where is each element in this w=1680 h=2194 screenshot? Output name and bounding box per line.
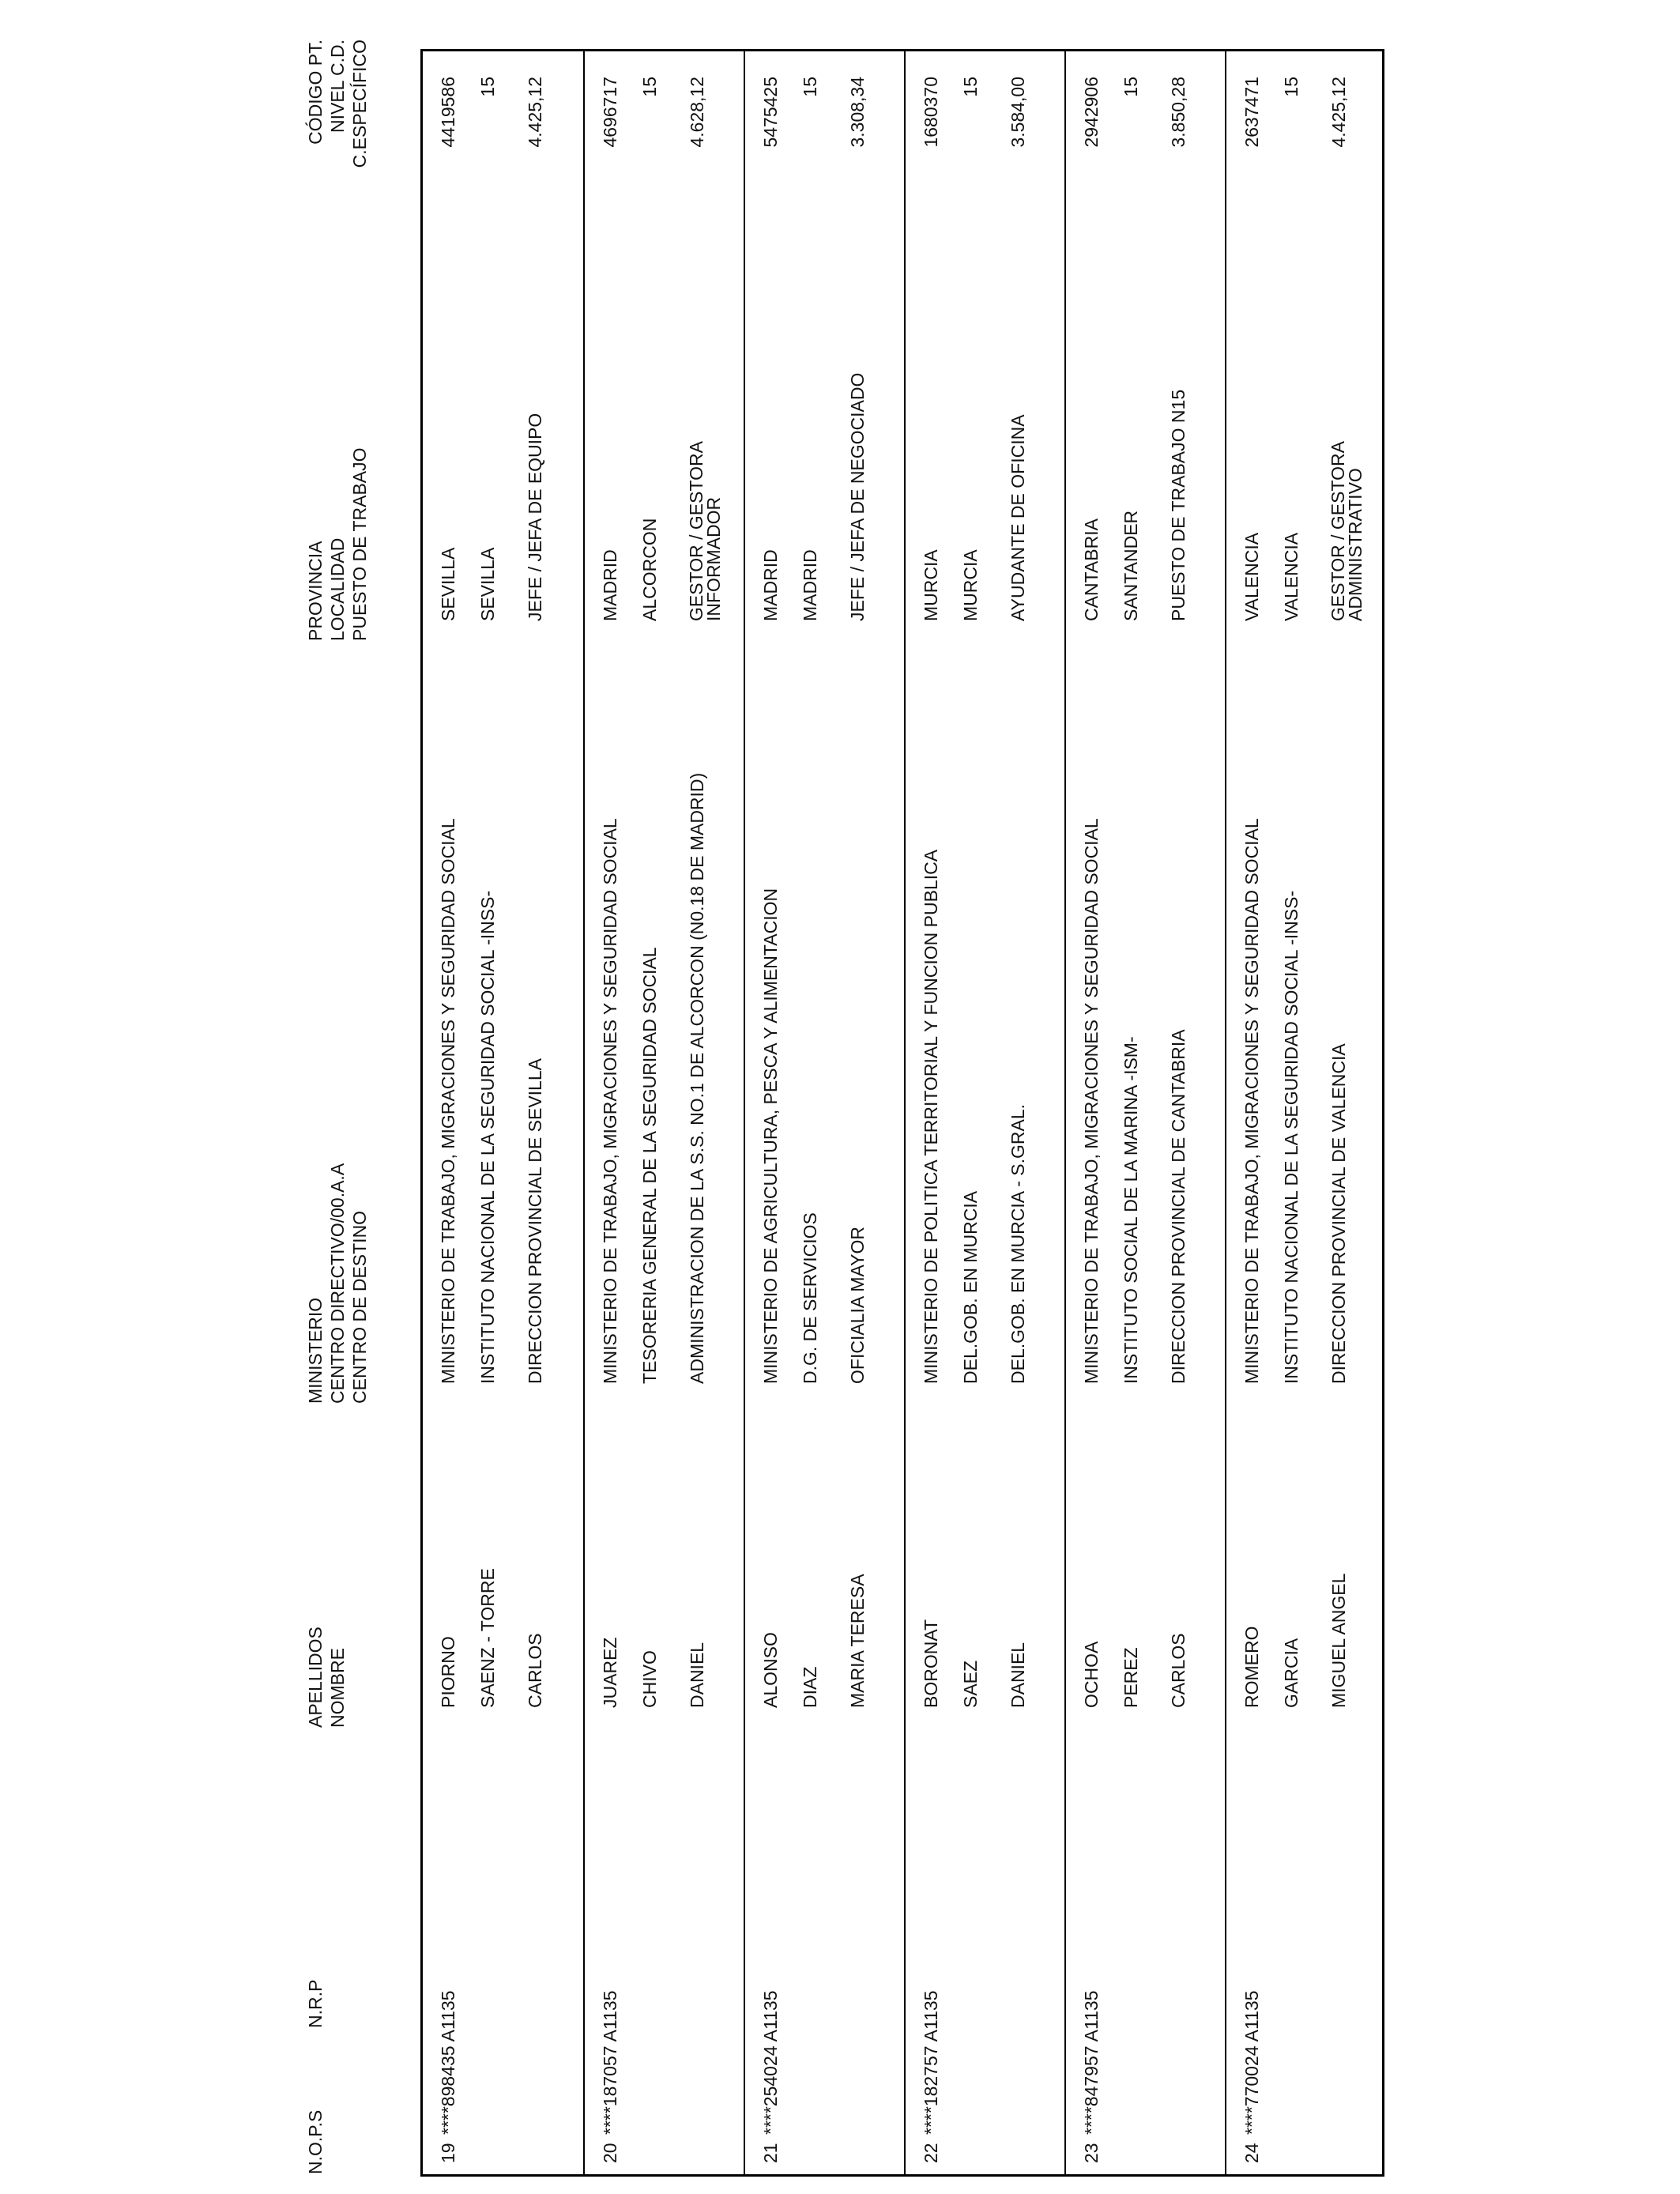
header-centro-destino-label: CENTRO DE DESTINO: [349, 1210, 370, 1404]
record-codigo: 1680370: [921, 77, 941, 148]
header-nombre-label: NOMBRE: [327, 1648, 348, 1728]
record-apellido2: PEREZ: [1121, 1647, 1141, 1708]
record-codigo: 5475425: [760, 77, 781, 148]
record-apellido1: PIORNO: [438, 1636, 458, 1708]
record-centro-destino: ADMINISTRACION DE LA S.S. NO.1 DE ALCORCON (N0.18 DE MADRID): [687, 772, 707, 1384]
record-ministerio: MINISTERIO DE TRABAJO, MIGRACIONES Y SEGURIDAD SOCIAL: [438, 818, 458, 1384]
record-centro-directivo: INSTITUTO NACIONAL DE LA SEGURIDAD SOCIAL -INSS-: [1281, 890, 1301, 1384]
record-especifico: 4.628,12: [687, 77, 707, 148]
record-apellido1: ROMERO: [1241, 1626, 1262, 1708]
record-nops: 21: [760, 2143, 781, 2163]
header-provincia: [304, 447, 371, 641]
record-nivel: 15: [960, 77, 981, 97]
record-nrp: ****182757 A1135: [921, 1990, 941, 2135]
record-centro-destino: OFICIALIA MAYOR: [847, 1227, 868, 1384]
header-apellidos-label: APELLIDOS: [305, 1627, 326, 1728]
record-apellido1: ALONSO: [760, 1632, 781, 1708]
record-nops: 23: [1081, 2143, 1102, 2163]
header-puesto-label: PUESTO DE TRABAJO: [349, 447, 370, 641]
record-provincia: CANTABRIA: [1081, 518, 1102, 621]
record-apellido2: SAEZ: [960, 1660, 981, 1708]
record-puesto: JEFE / JEFA DE NEGOCIADO: [847, 372, 868, 621]
record-nops: 22: [921, 2143, 941, 2163]
record-centro-directivo: DEL.GOB. EN MURCIA: [960, 1190, 981, 1384]
header-ministerio-label: MINISTERIO: [305, 1297, 326, 1404]
record-nombre: MIGUEL ANGEL: [1328, 1573, 1349, 1708]
record-centro-destino: DEL.GOB. EN MURCIA - S.GRAL.: [1008, 1103, 1028, 1384]
record-codigo: 4696717: [600, 77, 620, 148]
record-nivel: 15: [639, 77, 660, 97]
record-especifico: 3.584,00: [1008, 77, 1028, 148]
record-nrp: ****770024 A1135: [1241, 1990, 1262, 2135]
record-localidad: SEVILLA: [477, 547, 498, 621]
header-centro-directivo-label: CENTRO DIRECTIVO/00.A.A: [327, 1163, 348, 1404]
record-provincia: MADRID: [600, 549, 620, 621]
record-nrp: ****847957 A1135: [1081, 1990, 1102, 2135]
record-centro-destino: DIRECCION PROVINCIAL DE SEVILLA: [525, 1058, 545, 1384]
record-apellido2: DIAZ: [800, 1666, 820, 1708]
record-row: [423, 51, 583, 2174]
record-nombre: CARLOS: [1168, 1633, 1188, 1708]
record-localidad: VALENCIA: [1281, 532, 1301, 621]
header-localidad-label: LOCALIDAD: [327, 537, 348, 641]
record-centro-directivo: INSTITUTO SOCIAL DE LA MARINA -ISM-: [1121, 1036, 1141, 1384]
record-row: [1225, 51, 1387, 2174]
record-provincia: SEVILLA: [438, 547, 458, 621]
record-centro-destino: DIRECCION PROVINCIAL DE VALENCIA: [1328, 1043, 1349, 1384]
record-apellido2: CHIVO: [639, 1650, 660, 1708]
record-centro-directivo: D.G. DE SERVICIOS: [800, 1212, 820, 1384]
record-provincia: VALENCIA: [1241, 532, 1262, 621]
records-table: [420, 49, 1384, 2177]
record-provincia: MADRID: [760, 549, 781, 621]
record-row: [1064, 51, 1226, 2174]
record-nivel: 15: [477, 77, 498, 97]
record-ministerio: MINISTERIO DE AGRICULTURA, PESCA Y ALIMENTACION: [760, 888, 781, 1384]
record-row: [583, 51, 745, 2174]
record-nombre: MARIA TERESA: [847, 1574, 868, 1708]
record-apellido1: JUAREZ: [600, 1637, 620, 1708]
record-centro-destino: DIRECCION PROVINCIAL DE CANTABRIA: [1168, 1029, 1188, 1384]
record-nrp: ****898435 A1135: [438, 1990, 458, 2135]
record-nombre: DANIEL: [1008, 1642, 1028, 1708]
record-localidad: ALCORCON: [639, 518, 660, 621]
header-provincia-label: PROVINCIA: [305, 541, 326, 641]
record-puesto: PUESTO DE TRABAJO N15: [1168, 389, 1188, 621]
record-nivel: 15: [1121, 77, 1141, 97]
record-apellido2: SAENZ - TORRE: [477, 1568, 498, 1708]
header-nops-label: N.O.P.S: [305, 2109, 326, 2174]
header-ministerio: [304, 1163, 371, 1404]
header-nrp: [304, 1980, 326, 2028]
record-codigo: 4419586: [438, 77, 458, 148]
record-especifico: 3.850,28: [1168, 77, 1188, 148]
header-codigo: [304, 40, 371, 168]
record-puesto: AYUDANTE DE OFICINA: [1008, 414, 1028, 621]
record-nops: 20: [600, 2143, 620, 2163]
record-codigo: 2637471: [1241, 77, 1262, 148]
record-localidad: MADRID: [800, 549, 820, 621]
record-row: [744, 51, 906, 2174]
header-especifico-label: C.ESPECÍFICO: [349, 40, 370, 168]
record-nivel: 15: [800, 77, 820, 97]
record-nops: 19: [438, 2143, 458, 2163]
record-localidad: MURCIA: [960, 549, 981, 621]
header-nops: [304, 2110, 326, 2174]
record-apellido2: GARCIA: [1281, 1638, 1301, 1708]
record-nivel: 15: [1281, 77, 1301, 97]
record-especifico: 3.308,34: [847, 77, 868, 148]
record-puesto: GESTOR / GESTORA INFORMADOR: [686, 442, 724, 621]
header-codigo-label: CÓDIGO PT.: [305, 40, 326, 145]
record-puesto: JEFE / JEFA DE EQUIPO: [525, 413, 545, 621]
header-nivel-label: NIVEL C.D.: [327, 40, 348, 134]
record-nrp: ****187057 A1135: [600, 1990, 620, 2135]
record-apellido1: BORONAT: [921, 1619, 941, 1708]
record-centro-directivo: TESORERIA GENERAL DE LA SEGURIDAD SOCIAL: [639, 947, 660, 1384]
header-apellidos-nombre: [304, 1627, 348, 1728]
record-apellido1: OCHOA: [1081, 1641, 1102, 1708]
record-nombre: DANIEL: [687, 1642, 707, 1708]
record-ministerio: MINISTERIO DE TRABAJO, MIGRACIONES Y SEGURIDAD SOCIAL: [1241, 818, 1262, 1384]
record-ministerio: MINISTERIO DE TRABAJO, MIGRACIONES Y SEGURIDAD SOCIAL: [600, 818, 620, 1384]
record-ministerio: MINISTERIO DE POLITICA TERRITORIAL Y FUNCION PUBLICA: [921, 849, 941, 1384]
record-nops: 24: [1241, 2143, 1262, 2163]
header-nrp-label: N.R.P: [305, 1979, 326, 2028]
record-ministerio: MINISTERIO DE TRABAJO, MIGRACIONES Y SEGURIDAD SOCIAL: [1081, 818, 1102, 1384]
record-puesto: GESTOR / GESTORA ADMINISTRATIVO: [1328, 442, 1365, 621]
record-nombre: CARLOS: [525, 1633, 545, 1708]
record-localidad: SANTANDER: [1121, 510, 1141, 621]
record-especifico: 4.425,12: [525, 77, 545, 148]
record-provincia: MURCIA: [921, 549, 941, 621]
record-row: [904, 51, 1066, 2174]
record-especifico: 4.425,12: [1328, 77, 1349, 148]
record-nrp: ****254024 A1135: [760, 1990, 781, 2135]
record-codigo: 2942906: [1081, 77, 1102, 148]
record-centro-directivo: INSTITUTO NACIONAL DE LA SEGURIDAD SOCIAL -INSS-: [477, 890, 498, 1384]
